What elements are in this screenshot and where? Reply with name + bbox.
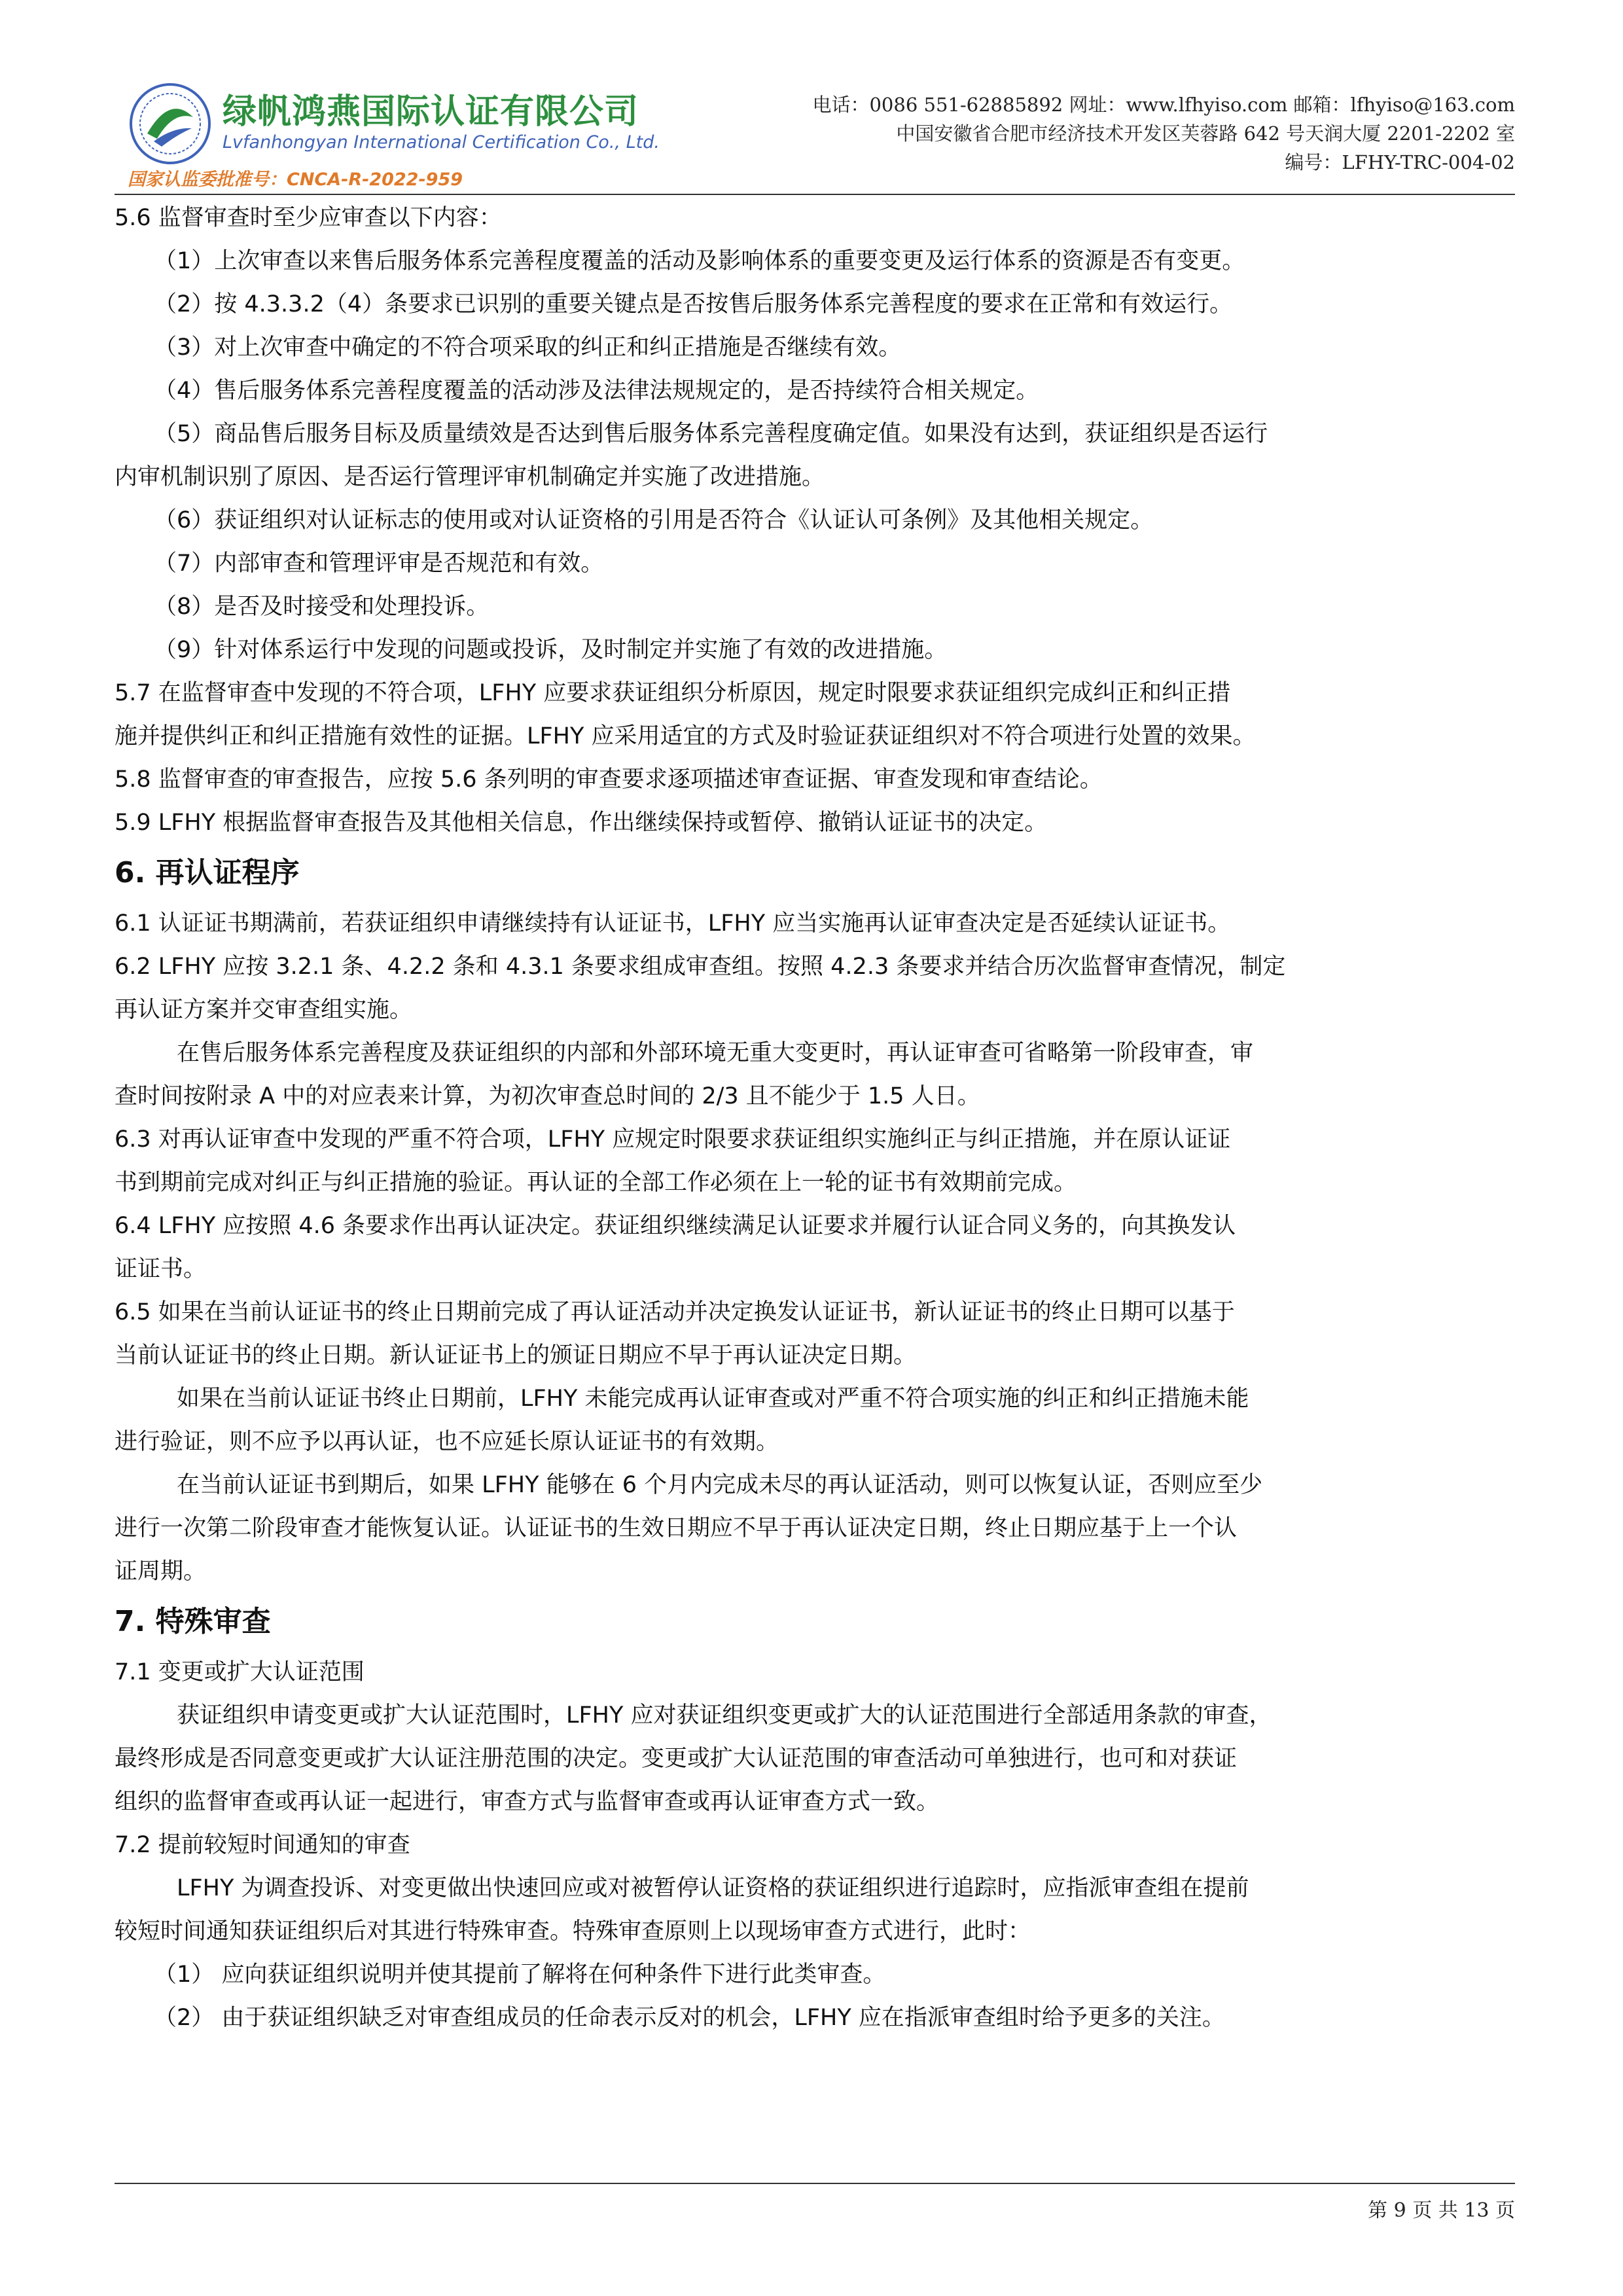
section-heading-7: 7. 特殊审查 <box>115 1605 271 1638</box>
paragraph-line: 在售后服务体系完善程度及获证组织的内部和外部环境无重大变更时，再认证审查可省略第一阶段审查，审 <box>177 1040 1254 1066</box>
paragraph-line: 再认证方案并交审查组实施。 <box>115 997 413 1023</box>
clause-5-8: 5.8 监督审查的审查报告，应按 5.6 条列明的审查要求逐项描述审查证据、审查发现和审查结论。 <box>115 766 1103 793</box>
list-item: （1） 应向获证组织说明并使其提前了解将在何种条件下进行此类审查。 <box>154 1962 886 1988</box>
document-body <box>115 196 1515 2039</box>
clause-6-4: 6.4 LFHY 应按照 4.6 条要求作出再认证决定。获证组织继续满足认证要求并履行认证合同义务的，向其换发认 <box>115 1213 1236 1239</box>
clause-7-1: 7.1 变更或扩大认证范围 <box>115 1659 365 1685</box>
list-item: （5）商品售后服务目标及质量绩效是否达到售后服务体系完善程度确定值。如果没有达到，获证组织是否运行 <box>154 421 1268 447</box>
paragraph-line: 施并提供纠正和纠正措施有效性的证据。LFHY 应采用适宜的方式及时验证获证组织对不符合项进行处置的效果。 <box>115 723 1256 749</box>
paragraph-line: 书到期前完成对纠正与纠正措施的验证。再认证的全部工作必须在上一轮的证书有效期前完成。 <box>115 1170 1077 1196</box>
paragraph-line: 当前认证证书的终止日期。新认证证书上的颁证日期应不早于再认证决定日期。 <box>115 1342 917 1369</box>
paragraph-line: 在当前认证证书到期后，如果 LFHY 能够在 6 个月内完成未尽的再认证活动，则可以恢复认证，否则应至少 <box>177 1472 1263 1498</box>
clause-5-9: 5.9 LFHY 根据监督审查报告及其他相关信息，作出继续保持或暂停、撤销认证证书的决定。 <box>115 810 1048 836</box>
list-item: （6）获证组织对认证标志的使用或对认证资格的引用是否符合《认证认可条例》及其他相关规定。 <box>154 507 1154 533</box>
paragraph-line: 最终形成是否同意变更或扩大认证注册范围的决定。变更或扩大认证范围的审查活动可单独进行，也可和对获证 <box>115 1746 1238 1772</box>
company-logo-emblem <box>128 81 213 166</box>
clause-6-2: 6.2 LFHY 应按 3.2.1 条、4.2.2 条和 4.3.1 条要求组成审查组。按照 4.2.3 条要求并结合历次监督审查情况，制定 <box>115 954 1286 980</box>
page-header <box>115 72 1515 196</box>
paragraph-line: 证证书。 <box>115 1256 207 1282</box>
paragraph-line: 获证组织申请变更或扩大认证范围时，LFHY 应对获证组织变更或扩大的认证范围进行全部适用条款的审查， <box>177 1702 1272 1729</box>
paragraph-line: 查时间按附录 A 中的对应表来计算，为初次审查总时间的 2/3 且不能少于 1.5 人日。 <box>115 1083 980 1109</box>
section-heading-6: 6. 再认证程序 <box>115 856 300 889</box>
paragraph-line: 进行一次第二阶段审查才能恢复认证。认证证书的生效日期应不早于再认证决定日期，终止日期应基于上一个认 <box>115 1515 1238 1541</box>
clause-5-7: 5.7 在监督审查中发现的不符合项，LFHY 应要求获证组织分析原因，规定时限要求获证组织完成纠正和纠正措 <box>115 680 1231 706</box>
footer-divider <box>115 2183 1515 2184</box>
clause-7-2: 7.2 提前较短时间通知的审查 <box>115 1832 410 1858</box>
contact-block <box>812 90 1515 177</box>
list-item: （2） 由于获证组织缺乏对审查组成员的任命表示反对的机会，LFHY 应在指派审查组时给予更多的关注。 <box>154 2005 1225 2031</box>
paragraph-line: 证周期。 <box>115 1558 207 1585</box>
list-item-continuation: 内审机制识别了原因、是否运行管理评审机制确定并实施了改进措施。 <box>115 464 825 490</box>
paragraph-line: LFHY 为调查投诉、对变更做出快速回应或对被暂停认证资格的获证组织进行追踪时，应指派审查组在提前 <box>177 1875 1249 1901</box>
clause-6-1: 6.1 认证证书期满前，若获证组织申请继续持有认证证书，LFHY 应当实施再认证审查决定是否延续认证证书。 <box>115 910 1231 937</box>
page-number: 第 9 页 共 13 页 <box>1368 2199 1515 2222</box>
list-item: （2）按 4.3.3.2（4）条要求已识别的重要关键点是否按售后服务体系完善程度的要求在正常和有效运行。 <box>154 291 1233 317</box>
clause-5-6: 5.6 监督审查时至少应审查以下内容： <box>115 205 502 231</box>
paragraph-line: 进行验证，则不应予以再认证，也不应延长原认证证书的有效期。 <box>115 1429 779 1455</box>
document-number: 编号：LFHY-TRC-004-02 <box>1285 151 1515 173</box>
list-item: （4）售后服务体系完善程度覆盖的活动涉及法律法规规定的，是否持续符合相关规定。 <box>154 378 1039 404</box>
list-item: （9）针对体系运行中发现的问题或投诉，及时制定并实施了有效的改进措施。 <box>154 637 948 663</box>
list-item: （7）内部审查和管理评审是否规范和有效。 <box>154 550 604 577</box>
clause-6-3: 6.3 对再认证审查中发现的严重不符合项，LFHY 应规定时限要求获证组织实施纠正与纠正措施，并在原认证证 <box>115 1126 1231 1153</box>
contact-line: 电话：0086 551-62885892 网址：www.lfhyiso.com 邮箱：lfhyiso@163.com <box>812 94 1515 116</box>
paragraph-line: 如果在当前认证证书终止日期前，LFHY 未能完成再认证审查或对严重不符合项实施的纠正和纠正措施未能 <box>177 1386 1249 1412</box>
header-divider <box>115 194 1515 195</box>
company-name-en: Lvfanhongyan International Certification Co., Ltd. <box>223 132 660 152</box>
address-line: 中国安徽省合肥市经济技术开发区芙蓉路 642 号天润大厦 2201-2202 室 <box>896 122 1515 145</box>
list-item: （1）上次审查以来售后服务体系完善程度覆盖的活动及影响体系的重要变更及运行体系的资源是否有变更。 <box>154 248 1245 274</box>
list-item: （8）是否及时接受和处理投诉。 <box>154 594 490 620</box>
paragraph-line: 组织的监督审查或再认证一起进行，审查方式与监督审查或再认证审查方式一致。 <box>115 1789 940 1815</box>
list-item: （3）对上次审查中确定的不符合项采取的纠正和纠正措施是否继续有效。 <box>154 334 902 361</box>
paragraph-line: 较短时间通知获证组织后对其进行特殊审查。特殊审查原则上以现场审查方式进行，此时： <box>115 1918 1031 1945</box>
clause-6-5: 6.5 如果在当前认证证书的终止日期前完成了再认证活动并决定换发认证证书，新认证证书的终止日期可以基于 <box>115 1299 1235 1325</box>
approval-number: 国家认监委批准号：CNCA-R-2022-959 <box>128 170 463 190</box>
company-name-cn: 绿帆鸿燕国际认证有限公司 <box>223 92 639 132</box>
